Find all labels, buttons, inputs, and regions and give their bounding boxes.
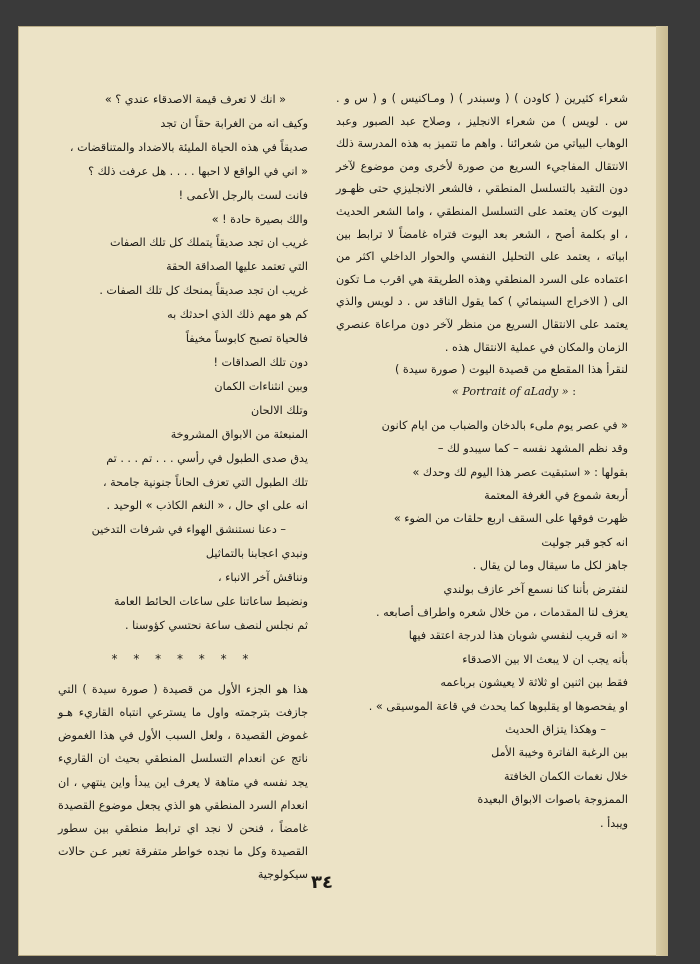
verse-line: – دعنا نستنشق الهواء في شرفات التدخين: [91, 523, 286, 537]
section-divider-stars: * * * * * * *: [111, 651, 255, 666]
verse-line: أربعة شموع في الغرفة المعتمة: [484, 488, 628, 502]
verse-line: ونناقش آخر الانباء ،: [217, 571, 308, 585]
verse-line: ونضبط ساعاتنا على ساعات الحائط العامة: [113, 595, 308, 609]
verse-line: انه كجو قبر جوليت: [541, 535, 628, 549]
verse-line: الممزوجة باصوات الابواق البعيدة: [477, 793, 628, 807]
verse-line: كم هو مهم ذلك الذي احدثك به: [167, 308, 308, 322]
poem-title-line: [336, 382, 628, 402]
verse-line: المنبعثة من الابواق المشروخة: [170, 427, 308, 441]
verse-line: جاهز لكل ما سيقال وما لن يقال .: [472, 559, 628, 573]
verse-line: « اني في الواقع لا احبها . . . . هل عرفت ذلك ؟: [88, 164, 308, 178]
verse-line: بقولها : « استبقيت عصر هذا اليوم لك وحدك »: [412, 465, 628, 479]
poem-intro: لنقرأ هذا المقطع من قصيدة اليوت ( صورة سيدة ): [394, 363, 628, 377]
verse-line: « انه قريب لنفسي شوبان هذا لدرجة اعتقد فيها: [408, 629, 628, 643]
verse-line: لنفترض بأننا كنا نسمع آخر عازف بولندي: [443, 582, 628, 596]
verse-line: غريب ان تجد صديقاً يتملك كل تلك الصفات: [109, 236, 308, 250]
verse-line: ثم نجلس لنصف ساعة نحتسي كؤوسنا .: [125, 618, 308, 632]
verse-line: « انك لا تعرف قيمة الاصدقاء عندي ؟ »: [104, 93, 286, 106]
verse-line: بين الرغبة الفاترة وخيبة الأمل: [491, 746, 628, 760]
verse-line: ظهرت فوقها على السقف اربع حلقات من الضوء »: [393, 512, 628, 526]
verse-line: « في عصر يوم ملىء بالدخان والضباب من ايام كانون: [381, 418, 628, 432]
verse-line: والك بصيرة حادة ! »: [211, 212, 308, 226]
verse-line: ونبدي اعجابنا بالتماثيل: [205, 547, 308, 561]
verse-line: يدق صدى الطبول في رأسي . . . تم . . . تم: [106, 451, 308, 465]
verse-line: التي تعتمد عليها الصداقة الحقة: [166, 260, 308, 274]
verse-line: – وهكذا يتزاق الحديث: [505, 723, 606, 736]
left-column: [58, 88, 308, 887]
poem-title: « Portrait of aLady »: [451, 384, 569, 398]
verse-line: دون تلك الصداقات !: [213, 355, 308, 369]
verse-line: صديقاً في هذه الحياة المليئة بالاضداد والمتناقضات ،: [69, 140, 308, 154]
left-verse-block: [58, 88, 308, 638]
verse-line: بأنه يجب ان لا يبعث الا بين الاصدقاء: [462, 652, 628, 666]
page-number: ٣٤: [311, 872, 333, 893]
magazine-page: [18, 26, 668, 956]
verse-line: خلال نغمات الكمان الخافتة: [504, 769, 628, 783]
left-column-paragraph: هذا هو الجزء الأول من قصيدة ( صورة سيدة ) التي جازفت بترجمته واول ما يسترعي انتباه القاريء هـو غموض القصيدة ، ولعل السبب الأول في هذا الغموض ناتج عن انعدام التسلسل المنطقي بحيث ان القاريء يجد نفسه في متاهة لا يعرف اين يبدأ واين ينتهي ، ان انعدام السرد المنطقي هو الذي يجعل موضوع القصيدة غامضاً ، فنحن لا نجد اي ترابط منطقي بين سطور القصيدة وكل ما نجده خواطر متفرقة تعبر عـن حالات سيكولوجية: [58, 682, 308, 882]
verse-line: وبين انثناءات الكمان: [214, 379, 308, 393]
verse-line: ويبدأ .: [600, 816, 628, 830]
verse-line: وقد نظم المشهد نفسه – كما سيبدو لك –: [437, 442, 628, 456]
page-spine-edge: [656, 26, 668, 956]
verse-line: تلك الطبول التي تعزف الحاناً جنونية جامحة ،: [103, 475, 308, 489]
verse-line: يعزف لنا المقدمات ، من خلال شعره واطراف أصابعه .: [376, 605, 628, 619]
verse-line: فالحياة تصبح كابوساً مخيفاً: [185, 332, 308, 346]
verse-line: فانت لست بالرجل الأعمى !: [178, 188, 308, 202]
verse-line: او يفحصوها او يقلبوها كما يحدث في قاعة الموسيقى » .: [368, 699, 628, 713]
right-column: [336, 88, 628, 835]
right-column-paragraph: شعراء كثيرين ( كاودن ) ( وسبندر ) ( ومـاكنيس ) و ( س و . س . لويس ) من شعراء الانجليز ، وصلاح عبد الصبور وعبد الوهاب البياتي من شعرائنا . واهم ما تتميز به هذه المدرسة ذلك الانتقال المفاجيء السريع من صورة لأخرى ومن موضوع لآخر دون التقيد بالتسلسل المنطقي ، فالشعر الانجليزي حتى ظهـور اليوت كان يعتمد على التسلسل المنطقي ، واما الشعر الحديث ، او بكلمة أصح ، الشعر بعد اليوت فتراه غامضاً لا ترابط بين ابياته ، يعتمد على التحليل النفسي والحوار الداخلي اكثر من اعتماده على السرد المنطقي وهذه الطريقة هي اقرب مـا تكون الى ( الاخراج السينمائي ) كما يقول الناقد س . د لويس والذي يعتمد على الانتقال السريع من منظر لآخر دون مراعاة عنصري الزمان والمكان في عملية الانتقال هذه .: [336, 92, 628, 354]
verse-line: وكيف انه من الغرابة حقاً ان تجد: [160, 116, 308, 130]
verse-line: وتلك الالحان: [251, 403, 308, 417]
poem-title-colon: :: [572, 384, 576, 398]
verse-line: غريب ان تجد صديقاً يمنحك كل تلك الصفات .: [99, 284, 308, 298]
verse-line: فقط بين اثنين او ثلاثة لا يعيشون برباعمه: [440, 676, 628, 690]
verse-line: انه على اي حال ، « النغم الكاذب » الوحيد .: [106, 499, 308, 513]
right-verse-block: [336, 414, 628, 835]
